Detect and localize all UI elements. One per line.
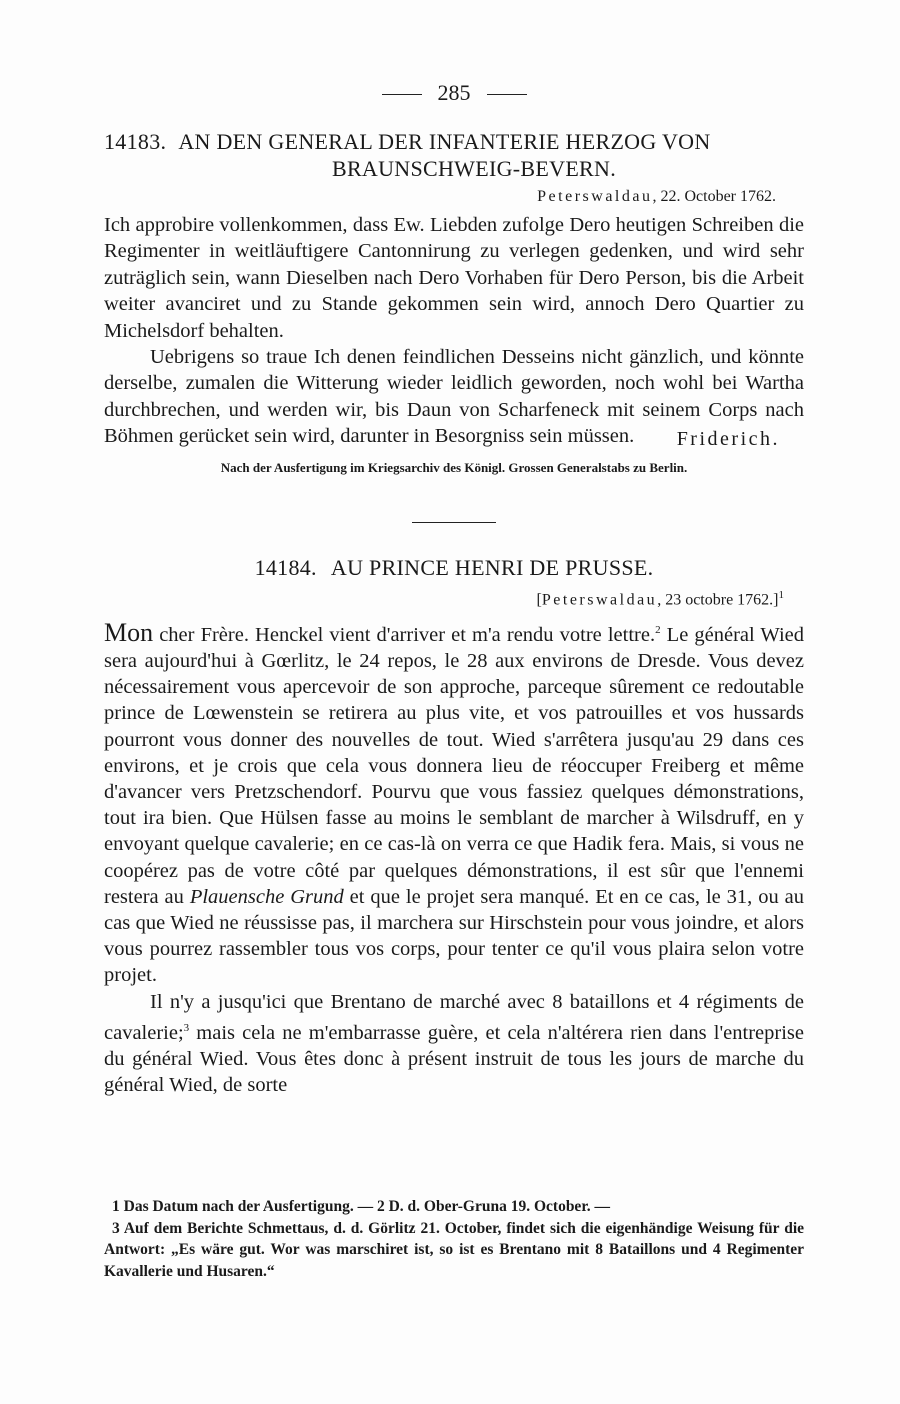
footnote-line-1: 1 Das Datum nach der Ausfertigung. — 2 D. d. Ober-Gruna 19. October. —: [112, 1198, 611, 1215]
letter2-paragraph-1: [104, 617, 804, 989]
letter1-paragraph-2: Uebrigens so traue Ich denen feindlichen Desseins nicht gänzlich, und könnte derselbe, zumalen die Witterung wieder leidlich geworden, noch wohl bei Wartha durchbrechen, und werden wir, bis Daun von Scharfeneck mit seinem Corps nach Böhmen gerücket sein wird, darunter in Besorgniss sein müssen.: [104, 346, 804, 448]
letter1-heading-line1: AN DEN GENERAL DER INFANTERIE HERZOG VON: [178, 129, 711, 154]
letter1-number: 14183.: [104, 129, 167, 154]
page-number-line: [104, 80, 804, 106]
letter2-dateline: [104, 589, 804, 609]
letter2-p1-text-b: Le général Wied sera aujourd'hui à Gœrlitz, le 24 repos, le 28 aux environs de Dresde. Vous devez nécessairement vous apercevoir de son approche, parceque sûrement ce redoutable prince de Lœwenstein se retirera au plus vite, et vos patrouilles et vos hussards pourront vous donner des nouvelles de tout. Wied s'arrêtera jusqu'au 29 dans ces environs, et je crois que cela vous donnera lieu de réoccuper Freiberg et même d'avancer vers Pretzschendorf. Pourvu que vous fassiez quelques démonstrations, tout ira bien. Que Hülsen fasse au moins le semblant de marcher à Wilsdruff, en y envoyant quelque cavalerie; en ce cas-là on verra ce que Hadik fera. Mais, si vous ne coopérez pas de votre côté par quelques démonstrations, il est sûr que l'ennemi restera au: [104, 623, 804, 908]
letter2-p2-text-a: Il n'y a jusqu'ici que Brentano de marché avec 8 bataillons et 4 régiments de cavalerie;: [104, 990, 804, 1044]
page-number-dash-right: [487, 94, 527, 95]
letter1-place: Peterswaldau: [537, 188, 653, 205]
footnote-line-2: 3 Auf dem Berichte Schmettaus, d. d. Görlitz 21. October, findet sich die eigenhändige Weisung für die Antwort: „Es wäre gut. Wor was marschiret ist, so ist es Brentano mit 8 Bataillons und 4 Regimenter Kavallerie und Husaren.“: [104, 1219, 804, 1280]
letter1-source-note: Nach der Ausfertigung im Kriegsarchiv des Königl. Grossen Generalstabs zu Berlin.: [220, 459, 688, 475]
letter2-heading-text: AU PRINCE HENRI DE PRUSSE.: [330, 554, 654, 580]
letter2-p1-text-c: et que le projet sera manqué. Et en ce cas, le 31, ou au cas que Wied ne réussisse pas, il marchera sur Hirschstein pour vous joindre, et alors vous pourrez rassembler tous vos corps, pour tenter ce qu'il vous plaira selon votre projet.: [104, 885, 804, 987]
letter1-signature: Friderich.: [676, 427, 780, 450]
letter2-p1-italic: Plauensche Grund: [189, 885, 344, 908]
footnotes: [104, 1196, 804, 1282]
page-number: 285: [437, 80, 471, 105]
letter2-number: 14184.: [254, 554, 317, 580]
letter2-footnote-ref-3: 3: [183, 1021, 190, 1034]
letter1-heading: [104, 128, 804, 182]
document-page: [104, 80, 804, 1098]
section-divider: [412, 522, 496, 523]
letter2-bracket: [: [536, 590, 542, 608]
letter1-heading-line2: BRAUNSCHWEIG-BEVERN.: [331, 156, 617, 181]
letter2-date-footnote-ref: 1: [778, 588, 784, 601]
letter2-date: , 23 octobre 1762.]: [657, 590, 779, 608]
letter1-paragraph-1: Ich approbire vollenkommen, dass Ew. Liebden zufolge Dero heutigen Schreiben die Regimenter in weitläuftigere Cantonnirung zu verlegen gedenken, und wird sehr zuträglich sein, wann Dieselben nach Dero Vorhaben für Dero Person, bis die Arbeit weiter avanciret und zu Stande gekommen sein wird, annoch Dero Quartier zu Michelsdorf behalten.: [104, 214, 804, 342]
letter2-heading: [104, 555, 804, 581]
letter2-p1-text-a: cher Frère. Henckel vient d'arriver et m'a rendu votre lettre.: [153, 623, 656, 646]
letter1-date: , 22. October 1762.: [652, 188, 776, 205]
letter2-paragraph-2: [104, 989, 804, 1099]
letter2-initial: Mon: [104, 617, 154, 647]
letter1-dateline: [104, 188, 804, 206]
letter2-footnote-ref-2: 2: [655, 623, 661, 636]
letter2-p2-text-b: mais cela ne m'embarrasse guère, et cela n'altérera rien dans l'entreprise du général Wied. Vous êtes donc à présent instruit de tous les jours de marche du général Wied, de sorte: [104, 1021, 804, 1097]
page-number-dash-left: [382, 94, 422, 95]
letter2-place: Peterswaldau: [541, 590, 658, 608]
